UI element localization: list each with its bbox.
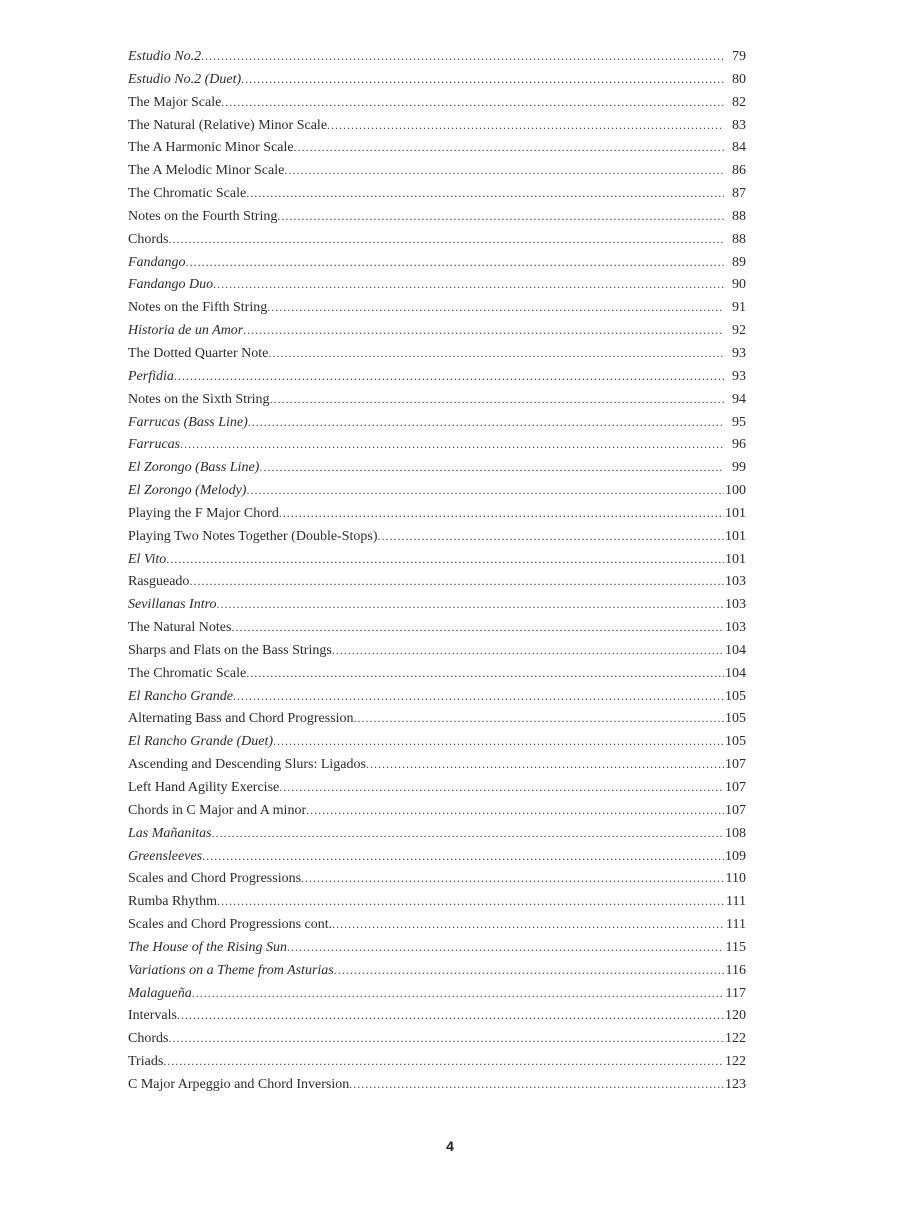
toc-entry-page: 101: [725, 551, 746, 567]
toc-entry: [128, 616, 746, 639]
toc-leader-dots: [166, 548, 724, 571]
toc-entry: [128, 1073, 746, 1096]
toc-entry: [128, 753, 746, 776]
toc-entry-title: Sharps and Flats on the Bass Strings: [128, 642, 332, 658]
toc-entry: [128, 845, 746, 868]
toc-entry-page: 86: [732, 163, 746, 179]
toc-entry-page: 82: [732, 94, 746, 110]
table-of-contents: [128, 45, 746, 1096]
toc-leader-dots: [270, 388, 724, 411]
toc-entry-page: 117: [725, 985, 746, 1001]
toc-entry-page: 104: [725, 665, 746, 681]
toc-entry-page: 105: [725, 734, 746, 750]
toc-entry-page: 105: [725, 711, 746, 727]
toc-entry: [128, 228, 746, 251]
toc-leader-dots: [217, 890, 724, 913]
toc-entry: [128, 342, 746, 365]
toc-entry-page: 120: [725, 1008, 746, 1024]
toc-leader-dots: [279, 776, 724, 799]
toc-leader-dots: [284, 159, 724, 182]
toc-leader-dots: [246, 479, 724, 502]
toc-entry-title: The House of the Rising Sun: [128, 939, 288, 955]
toc-entry: [128, 388, 746, 411]
toc-entry-page: 87: [732, 186, 746, 202]
toc-leader-dots: [277, 205, 724, 228]
toc-entry-page: 107: [725, 802, 746, 818]
toc-leader-dots: [279, 502, 724, 525]
toc-entry-title: El Rancho Grande (Duet): [128, 734, 274, 750]
toc-entry-title: Notes on the Sixth String: [128, 391, 270, 407]
toc-entry: [128, 1004, 746, 1027]
toc-entry: [128, 1050, 746, 1073]
toc-entry-page: 88: [732, 208, 746, 224]
toc-leader-dots: [177, 1004, 724, 1027]
toc-leader-dots: [378, 525, 725, 548]
toc-entry-title: Ascending and Descending Slurs: Ligados: [128, 757, 366, 773]
toc-entry: [128, 867, 746, 890]
toc-leader-dots: [301, 867, 724, 890]
toc-leader-dots: [231, 616, 724, 639]
toc-leader-dots: [248, 411, 724, 434]
toc-leader-dots: [201, 45, 724, 68]
toc-leader-dots: [174, 365, 724, 388]
toc-leader-dots: [246, 662, 724, 685]
toc-entry-page: 110: [725, 871, 746, 887]
toc-entry: [128, 502, 746, 525]
toc-leader-dots: [327, 114, 724, 137]
toc-leader-dots: [213, 273, 724, 296]
toc-entry-title: Perfidia: [128, 368, 174, 384]
toc-leader-dots: [212, 822, 724, 845]
toc-entry: [128, 68, 746, 91]
toc-entry-title: Farrucas: [128, 437, 181, 453]
page-number: 4: [446, 1138, 454, 1154]
toc-entry-title: Playing Two Notes Together (Double-Stops): [128, 528, 378, 544]
toc-entry-title: The Chromatic Scale: [128, 665, 247, 681]
toc-entry-title: Sevillanas Intro: [128, 597, 217, 613]
toc-leader-dots: [163, 1050, 724, 1073]
toc-leader-dots: [366, 753, 724, 776]
toc-entry: [128, 593, 746, 616]
toc-entry-page: 93: [732, 345, 746, 361]
toc-entry-page: 83: [732, 117, 746, 133]
toc-entry: [128, 91, 746, 114]
toc-entry-page: 107: [725, 757, 746, 773]
toc-entry: [128, 205, 746, 228]
toc-leader-dots: [186, 251, 724, 274]
toc-entry: [128, 45, 746, 68]
toc-entry-page: 103: [725, 597, 746, 613]
toc-entry-title: El Vito: [128, 551, 167, 567]
toc-entry: [128, 136, 746, 159]
toc-entry-title: Farrucas (Bass Line): [128, 414, 248, 430]
toc-entry-title: Triads: [128, 1054, 164, 1070]
toc-leader-dots: [168, 228, 724, 251]
toc-entry-title: The A Harmonic Minor Scale: [128, 140, 294, 156]
toc-entry: [128, 251, 746, 274]
toc-leader-dots: [332, 639, 724, 662]
toc-leader-dots: [180, 433, 724, 456]
toc-entry-page: 105: [725, 688, 746, 704]
toc-entry-page: 91: [732, 300, 746, 316]
toc-entry-title: El Zorongo (Melody): [128, 483, 247, 499]
toc-entry-page: 88: [732, 231, 746, 247]
toc-leader-dots: [267, 296, 724, 319]
toc-entry-title: Malagueña: [128, 985, 192, 1001]
toc-entry-title: Fandango: [128, 254, 186, 270]
toc-leader-dots: [168, 1027, 724, 1050]
toc-entry: [128, 982, 746, 1005]
toc-entry-title: Estudio No.2: [128, 49, 202, 64]
toc-entry-page: 116: [725, 962, 746, 978]
toc-leader-dots: [334, 959, 724, 982]
toc-entry: [128, 411, 746, 434]
toc-entry: [128, 822, 746, 845]
toc-entry-title: Playing the F Major Chord: [128, 505, 279, 521]
toc-leader-dots: [294, 136, 724, 159]
toc-entry-title: Rasgueado: [128, 574, 190, 590]
toc-entry-title: Variations on a Theme from Asturias: [128, 962, 334, 978]
toc-entry-page: 100: [725, 483, 746, 499]
toc-entry: [128, 730, 746, 753]
toc-entry-title: El Zorongo (Bass Line): [128, 460, 260, 476]
toc-entry-title: Scales and Chord Progressions: [128, 871, 302, 887]
toc-leader-dots: [192, 982, 724, 1005]
toc-entry-title: Las Mañanitas: [128, 825, 212, 841]
toc-leader-dots: [268, 342, 724, 365]
toc-entry-title: Rumba Rhythm: [128, 894, 218, 910]
toc-entry: [128, 662, 746, 685]
toc-entry: [128, 959, 746, 982]
toc-entry: [128, 685, 746, 708]
toc-entry-page: 79: [732, 49, 746, 64]
toc-leader-dots: [202, 845, 724, 868]
toc-leader-dots: [332, 913, 724, 936]
toc-leader-dots: [349, 1073, 724, 1096]
toc-entry-page: 93: [732, 368, 746, 384]
toc-entry-title: Chords: [128, 231, 169, 247]
toc-entry: [128, 639, 746, 662]
toc-leader-dots: [273, 730, 724, 753]
toc-entry: [128, 570, 746, 593]
toc-entry-title: Chords in C Major and A minor: [128, 802, 307, 818]
toc-entry-page: 94: [732, 391, 746, 407]
toc-entry-title: Intervals: [128, 1008, 177, 1024]
toc-entry-page: 89: [732, 254, 746, 270]
toc-entry-page: 111: [726, 917, 746, 933]
toc-entry-page: 109: [725, 848, 746, 864]
toc-entry: [128, 456, 746, 479]
toc-leader-dots: [306, 799, 724, 822]
toc-entry: [128, 365, 746, 388]
toc-entry-page: 123: [725, 1076, 746, 1092]
toc-entry: [128, 525, 746, 548]
toc-entry: [128, 913, 746, 936]
toc-entry-title: Left Hand Agility Exercise: [128, 780, 280, 795]
toc-entry-page: 111: [726, 894, 746, 910]
toc-entry-page: 122: [725, 1054, 746, 1070]
toc-leader-dots: [217, 593, 724, 616]
toc-leader-dots: [246, 182, 724, 205]
toc-entry-page: 104: [725, 642, 746, 658]
toc-entry: [128, 707, 746, 730]
toc-leader-dots: [189, 570, 724, 593]
toc-entry: [128, 890, 746, 913]
toc-entry-page: 80: [732, 71, 746, 87]
toc-entry-title: The Major Scale: [128, 94, 222, 110]
toc-entry: [128, 319, 746, 342]
toc-entry-page: 101: [725, 505, 746, 521]
toc-entry-page: 90: [732, 277, 746, 293]
toc-entry-title: Alternating Bass and Chord Progression: [128, 711, 354, 727]
toc-entry-title: Scales and Chord Progressions cont.: [128, 917, 333, 933]
toc-entry-title: Chords: [128, 1031, 169, 1047]
toc-entry-page: 103: [725, 574, 746, 590]
toc-entry-title: Fandango Duo: [128, 277, 214, 293]
toc-entry-page: 115: [725, 939, 746, 955]
toc-entry: [128, 799, 746, 822]
toc-entry: [128, 433, 746, 456]
toc-entry: [128, 548, 746, 571]
toc-leader-dots: [221, 91, 724, 114]
toc-entry-title: The Natural Notes: [128, 620, 232, 636]
toc-entry-title: Notes on the Fifth String: [128, 300, 268, 316]
toc-entry-page: 99: [732, 460, 746, 476]
toc-entry-page: 95: [732, 414, 746, 430]
toc-entry: [128, 479, 746, 502]
toc-leader-dots: [243, 319, 724, 342]
toc-leader-dots: [233, 685, 724, 708]
toc-entry-page: 103: [725, 620, 746, 636]
toc-entry: [128, 936, 746, 959]
toc-leader-dots: [259, 456, 724, 479]
toc-entry-title: The Natural (Relative) Minor Scale: [128, 117, 328, 133]
toc-leader-dots: [241, 68, 724, 91]
toc-entry-page: 84: [732, 140, 746, 156]
toc-entry-page: 101: [725, 528, 746, 544]
toc-entry: [128, 1027, 746, 1050]
toc-entry-page: 96: [732, 437, 746, 453]
toc-entry-title: Notes on the Fourth String: [128, 208, 278, 224]
toc-leader-dots: [287, 936, 724, 959]
toc-entry-page: 122: [725, 1031, 746, 1047]
toc-entry-page: 108: [725, 825, 746, 841]
toc-entry-title: The A Melodic Minor Scale: [128, 163, 285, 179]
toc-entry-title: The Chromatic Scale: [128, 186, 247, 202]
toc-entry: [128, 273, 746, 296]
toc-entry: [128, 114, 746, 137]
toc-entry-page: 92: [732, 323, 746, 339]
toc-entry-page: 107: [725, 780, 746, 795]
toc-entry-title: The Dotted Quarter Note: [128, 345, 269, 361]
toc-entry-title: C Major Arpeggio and Chord Inversion: [128, 1076, 350, 1092]
toc-entry-title: Greensleeves: [128, 848, 203, 864]
toc-entry-title: Estudio No.2 (Duet): [128, 71, 242, 87]
toc-entry: [128, 159, 746, 182]
toc-entry: [128, 296, 746, 319]
toc-entry-title: Historia de un Amor: [128, 323, 244, 339]
toc-entry: [128, 776, 746, 799]
toc-entry: [128, 182, 746, 205]
toc-leader-dots: [354, 707, 724, 730]
toc-entry-title: El Rancho Grande: [128, 688, 233, 704]
